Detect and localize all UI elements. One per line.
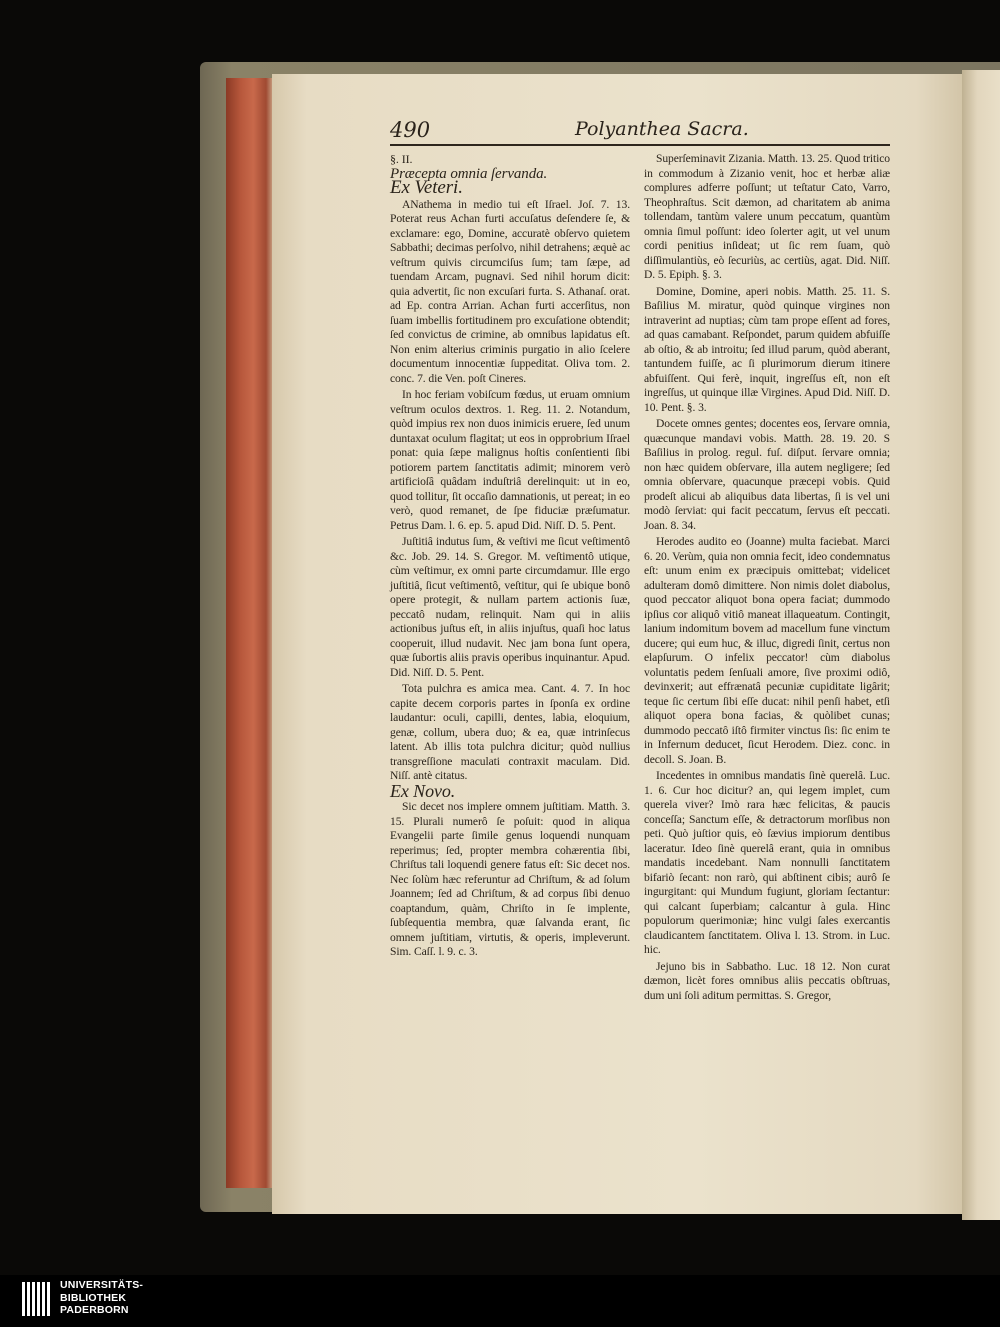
logo-line: PADERBORN [60, 1304, 129, 1316]
logo-line: UNIVERSITÄTS- [60, 1279, 144, 1291]
library-logo-text [60, 1279, 143, 1317]
header-rule [390, 144, 890, 146]
library-logo [22, 1279, 162, 1319]
paragraph: In hoc feriam vobiſcum fœdus, ut eruam omnium veſtrum oculos dextros. 1. Reg. 11. 2. Notandum, quòd impius rex non duos inimicis eruere, ſed unum duntaxat oculum flagitat; ut eos in opprobrium Iſrael ponat: quia ſæpe malignus hoſtis conſentienti ſibi potiorem partem ſanctitatis adimit; minorem verò artificioſâ quâdam induſtriâ derelinquit: ut in eo, quod tollitur, ſit occaſio damnationis, ut pereat; in eo verò, quod remanet, de ſpe fiduciæ præſumatur. Petrus Dam. l. 6. ep. 5. apud Did. Niſſ. D. 5. Pent. [390, 388, 630, 532]
facing-page-edge [962, 70, 1000, 1220]
paragraph: Domine, Domine, aperi nobis. Matth. 25. 11. S. Baſilius M. miratur, quòd quinque virgines non intraverint ad nuptias; cùm tam prope eſſent ad fores, ad quas camabant. Reſpondet, parum quidem abfuiſſe ab oſtio, & ab introitu; ſed illud parum, quòd aberant, tantundem fuiſſe, ac ſi plurimorum dierum itinere abfuiſſent. Qui ferè, inquit, ingreſſus eſt, non eſt ingreſſus, ut quinque illæ Virgines. Apud Did. Niſſ. D. 10. Pent. §. 3. [644, 284, 890, 414]
library-logo-icon [22, 1279, 54, 1319]
heading-new-testament: Ex Novo. [390, 780, 456, 801]
right-column [644, 150, 890, 1003]
section-mark: §. II. [390, 152, 413, 166]
section-subtitle: Præcepta omnia ſervanda. [390, 165, 548, 182]
paragraph: Jejuno bis in Sabbatho. Luc. 18 12. Non curat dæmon, licèt fores omnibus aliis peccatis obſtruas, dum uni ſoli aditum permittas. S. Gregor, [644, 959, 890, 1002]
left-column [390, 152, 630, 960]
page-edges [226, 78, 276, 1188]
paragraph: Incedentes in omnibus mandatis ſinè querelâ. Luc. 1. 6. Cur hoc dicitur? an, qui legem implet, cum querela viver? Imò rara hæc felicitas, & paucis conceſſa; Sanctum eſſe, & detractorum morſibus non peti. Quò juſtior quis, eò ſævius impiorum dentibus laceratur. Ideo ſinè querelâ erant, quia in omnibus mandatis incedebant. Nam nonnulli ſanctitatem bifariò ſecant: non rarò, qui abſtinent cibis; aurô ſe ingurgitant: qui Mundum fugiunt, gloriam ſectantur: qui calcant ſuperbiam; calcantur à gula. Hinc populorum querimoniæ; hinc vulgi ſales exercantis claudicantem ſanctitatem. Oliva l. 13. Strom. in Luc. hic. [644, 769, 890, 956]
page-number: 490 [390, 118, 431, 142]
paragraph: Tota pulchra es amica mea. Cant. 4. 7. In hoc capite decem corporis partes in ſponſa ex ordine laudantur: oculi, capilli, dentes, labia, eloquium, genæ, collum, ubera duo; & ea, quæ intrinſecus latent. Ab illis tota pulchra dicitur; quòd nullius transgreſſione maculati contraxit maculam. Did. Niſſ. antè citatus. [390, 682, 630, 782]
paragraph: Sic decet nos implere omnem juſtitiam. Matth. 3. 15. Plurali numerô ſe poſuit: quod in aliqua Evangelii parte ſimile genus loquendi nunquam reperimus; ſed, propter membra cohærentia ſibi, Chriſtus tali loquendi genere fatus eſt: Sic decet nos. Nec ſolùm hæc referuntur ad Chriſtum, & ad ſolum Joannem; ſed ad Chriſtum, & ad corpus ſibi denuo coaptandum, quàm, Chriſto in ſe implente, ſubſequentia membra, quæ ſalvanda erant, ſic omnem juſtitiam, virtutis, & operis, impleverunt. Sim. Caſſ. l. 9. c. 3. [390, 800, 630, 958]
heading-old-testament: Ex Veteri. [390, 177, 463, 198]
logo-line: BIBLIOTHEK [60, 1291, 127, 1304]
paragraph: Herodes audito eo (Joanne) multa faciebat. Marci 6. 20. Verùm, quia non omnia fecit, ideo condemnatus eſt: unum enim ex præcipuis omittebat; videlicet adulteram domô dimittere. Non nimis dolet diabolus, quod peccator aliquot bona opera faciat; dummodo ipſius cor aliquô vitiô maneat illaqueatum. Contingit, lanium indomitum bovem ad macellum fune vinctum ducere; qui eum huc, & illuc, digredi ſinit, certus non elapſurum. O infelix peccator! cùm diabolus voluntatis pedem ſenſuali amore, ſive proximi odiô, devinxerit; aut effrænatâ pecuniæ cupiditate ligârit; teque ſic certum ſibi eſſe ducat: nihil penſi habet, etſi aliquot opera bona facias, & quòlibet cunas; dummodo peccatô iſtô firmiter vinctus ſis: ſic enim te in Infernum deducet, ſicut Herodem. Diez. conc. in decoll. S. Joan. B. [644, 535, 890, 766]
paragraph: Juſtitiâ indutus ſum, & veſtivi me ſicut veſtimentô &c. Job. 29. 14. S. Gregor. M. veſtimentô utique, cùm veſtimur, ex omni parte circumdamur. Ille ergo juſtitiâ, ſicut veſtimentô, veſtitur, qui ſe ubique bonô opere protegit, & nullam partem actionis ſuæ, peccatô nudam, relinquit. Nam qui in aliis actionibus juſtus eſt, in aliis injuſtus, quaſi hoc latus cooperuit, illud nudavit. Nec jam bona ſunt opera, quæ ſubortis aliis pravis operibus inquinantur. Apud. Did. Niſſ. D. 5. Pent. [390, 535, 630, 679]
paragraph: ANathema in medio tui eſt Iſrael. Joſ. 7. 13. Poterat reus Achan furti accuſatus deſendere ſe, & exclamare: ego, Domine, accuratè obſervo quietem Sabbathi; decimas perſolvo, nihil detrahens; æquè ac veſtrum quivis circumciſus ſum; tam ſæpe, ad tuendam Arcam, pugnavi. Sed nihil horum dicit: quia advertit, ſic non excuſari furta. S. Athanaſ. orat. ad Ep. contra Arrian. Achan furti accerſitus, non ſuam imbellis fortitudinem pro excuſatione obtendit; ſed convictus de crimine, ab omnibus lapidatus eſt. Non enim alterius criminis purgatio in alio ſcelere documentum innocentiæ ſuppeditat. Oliva tom. 2. conc. 7. die Ven. poſt Cineres. [390, 197, 630, 385]
running-title: Polyanthea Sacra. [575, 118, 749, 140]
paragraph: Superſeminavit Zizania. Matth. 13. 25. Quod tritico in commodum à Zizanio venit, hoc et herbæ aliæ complures adferre poſſunt; ut teſtatur Cato, Varro, Theophraſtus. Scit dæmon, ad charitatem ab anima tollendam, tantùm valere unum peccatum, quantùm omnia ſimul poſſunt: ideo ſolerter agit, ut vel unum cordi penitius inſideat; ut ſic rem ſuam, quò diſſimulantiùs, eò ſecuriùs, ac certiùs, agat. Did. Niſſ. D. 5. Epiph. §. 3. [644, 152, 890, 281]
paragraph: Docete omnes gentes; docentes eos, ſervare omnia, quæcunque mandavi vobis. Matth. 28. 19. 20. S Baſilius in prolog. regul. fuſ. diſput. ſervare omnia; non hæc quidem obſervare, illa autem negligere; ſed omnia obſervare, quacunque præcepi vobis. Quid prodeſt alicui ab aliquibus data libertas, ſi is vel uni modò ſerviat: qui facit peccatum, ſervus eſt peccati. Joan. 8. 34. [644, 417, 890, 532]
